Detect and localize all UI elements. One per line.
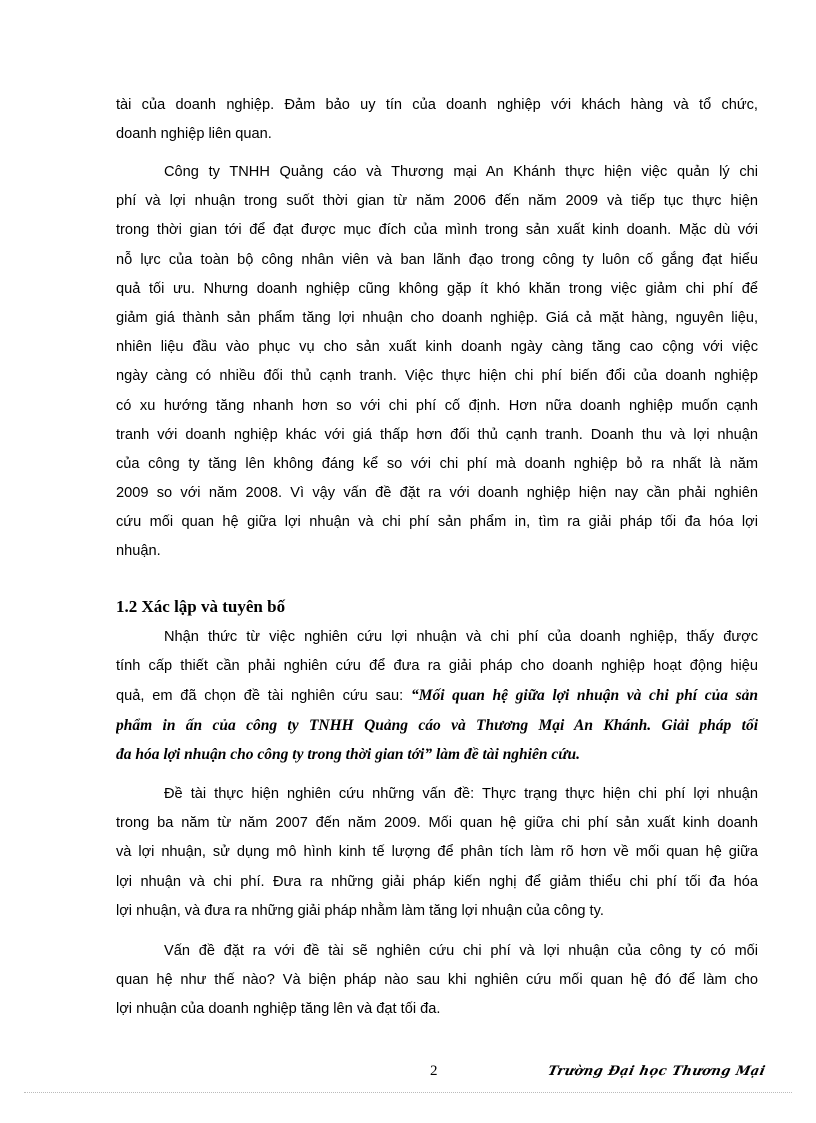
paragraph-4 bbox=[116, 780, 758, 926]
footer-school-name: Trường Đại học Thương Mại bbox=[546, 1064, 767, 1079]
text-line: có xu hướng tăng nhanh hơn so với chi phí cố định. Hơn nữa doanh nghiệp muốn cạnh bbox=[116, 397, 758, 414]
text-line: tài của doanh nghiệp. Đảm bảo uy tín của doanh nghiệp với khách hàng và tổ chức, bbox=[116, 97, 758, 113]
text-line: tranh với doanh nghiệp khác với giá thấp hơn đối thủ cạnh tranh. Doanh thu và lợi nhuận bbox=[116, 426, 758, 443]
text-line: trong ba năm từ năm 2007 đến năm 2009. Mối quan hệ giữa chi phí sản xuất kinh doanh bbox=[116, 815, 758, 832]
paragraph-1 bbox=[116, 91, 758, 149]
text-line: cứu mối quan hệ giữa lợi nhuận và chi phí sản phẩm in, tìm ra giải pháp tối đa hóa lợi bbox=[116, 514, 758, 531]
text-line: và lợi nhuận, sử dụng mô hình kinh tế lượng để phân tích làm rõ hơn về mối quan hệ giữa bbox=[116, 844, 758, 861]
text-line: ngày càng có nhiều đối thủ cạnh tranh. Việc thực hiện chi phí biến đổi của doanh nghiệp bbox=[116, 368, 758, 385]
text-line: lợi nhuận, và đưa ra những giải pháp nhằm làm tăng lợi nhuận của công ty. bbox=[116, 902, 604, 919]
text-line: giảm giá thành sản phẩm tăng lợi nhuận cho doanh nghiệp. Giá cả mặt hàng, nguyên liệu, bbox=[116, 309, 758, 326]
text-line: lợi nhuận và chi phí. Đưa ra những giải pháp kiến nghị để giảm thiểu chi phí tối đa hóa bbox=[116, 873, 758, 890]
text-line: quan hệ như thế nào? Và biện pháp nào sau khi nghiên cứu mối quan hệ đó để làm cho bbox=[116, 972, 758, 989]
footer-divider bbox=[24, 1092, 792, 1093]
text-line: lợi nhuận của doanh nghiệp tăng lên và đạt tối đa. bbox=[116, 1001, 441, 1018]
text-line: 2009 so với năm 2008. Vì vậy vấn đề đặt ra với doanh nghiệp hiện nay cần phải nghiên bbox=[116, 485, 758, 502]
text-line: nỗ lực của toàn bộ công nhân viên và ban lãnh đạo trong công ty luôn cố gắng đạt hiểu bbox=[116, 251, 758, 268]
topic-title-run: “Mối quan hệ giữa lợi nhuận và chi phí của sản bbox=[410, 687, 758, 705]
text-line: phí và lợi nhuận trong suốt thời gian từ năm 2006 đến năm 2009 và tiếp tục thực hiện bbox=[116, 193, 758, 210]
text-line: quả tối ưu. Nhưng doanh nghiệp cũng không gặp ít khó khăn trong việc giảm chi phí để bbox=[116, 280, 758, 297]
text-line: doanh nghiệp liên quan. bbox=[116, 126, 272, 143]
paragraph-3 bbox=[116, 623, 758, 769]
page-number: 2 bbox=[430, 1063, 438, 1079]
paragraph-5 bbox=[116, 937, 758, 1025]
topic-title-line: đa hóa lợi nhuận cho công ty trong thời gian tới” làm đề tài nghiên cứu. bbox=[116, 745, 581, 763]
text-line: tính cấp thiết cần phải nghiên cứu để đưa ra giải pháp cho doanh nghiệp hoạt động hiệu bbox=[116, 658, 758, 675]
section-heading: 1.2 Xác lập và tuyên bố bbox=[116, 597, 286, 616]
paragraph-2 bbox=[116, 158, 758, 567]
text-line: nhiên liệu đầu vào phục vụ cho sản xuất kinh doanh ngày càng tăng cao cộng với việc bbox=[116, 339, 758, 356]
topic-title-line: phẩm in ấn của công ty TNHH Quảng cáo và Thương Mại An Khánh. Giải pháp tối bbox=[116, 716, 758, 734]
text-line: nhuận. bbox=[116, 543, 161, 560]
text-line bbox=[116, 681, 758, 710]
text-run: quả, em đã chọn đề tài nghiên cứu sau: bbox=[116, 688, 411, 705]
text-line: Đề tài thực hiện nghiên cứu những vấn đề: Thực trạng thực hiện chi phí lợi nhuận bbox=[164, 786, 758, 802]
text-line: Nhận thức từ việc nghiên cứu lợi nhuận và chi phí của doanh nghiệp, thấy được bbox=[164, 629, 758, 645]
text-line: trong thời gian tới để đạt được mục đích của mình trong sản xuất kinh doanh. Mặc dù với bbox=[116, 222, 758, 239]
text-line: Công ty TNHH Quảng cáo và Thương mại An Khánh thực hiện việc quản lý chi bbox=[164, 164, 758, 180]
text-line: Vấn đề đặt ra với đề tài sẽ nghiên cứu chi phí và lợi nhuận của công ty có mối bbox=[164, 943, 758, 959]
text-line: của công ty tăng lên không đáng kể so với chi phí mà doanh nghiệp bỏ ra nhất là năm bbox=[116, 455, 758, 472]
